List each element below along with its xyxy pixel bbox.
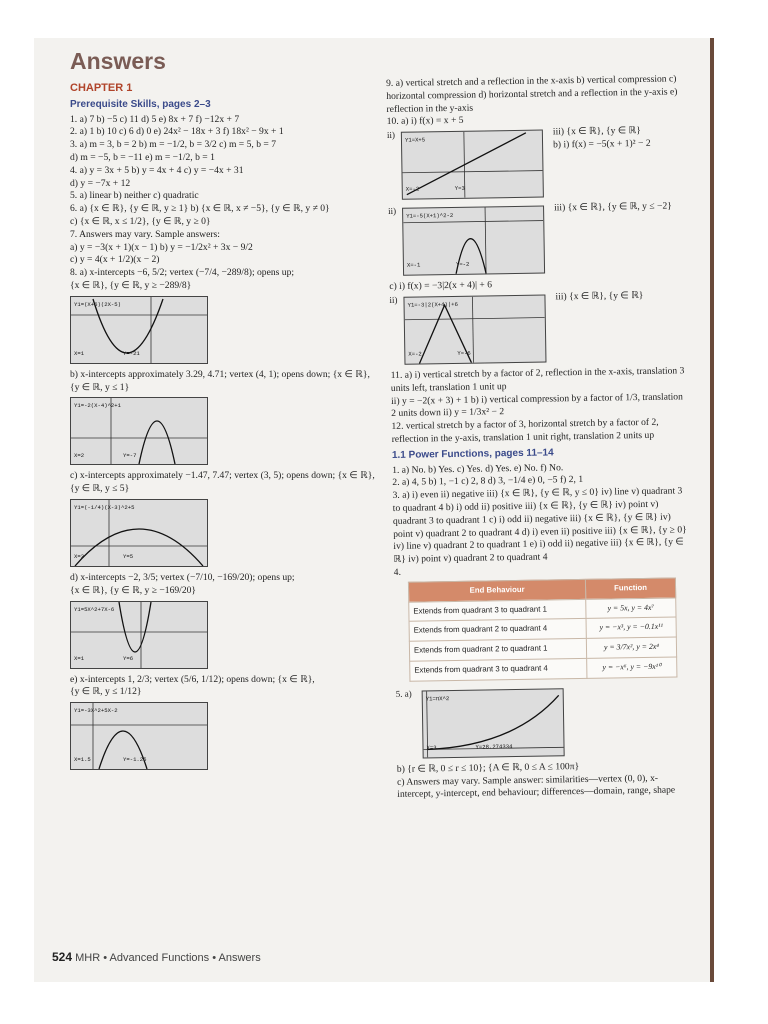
sub-label: ii)	[388, 206, 397, 217]
calc-x-readout: X=1	[74, 349, 85, 357]
calc-x-readout: X=1.5	[74, 756, 91, 764]
table-row	[410, 657, 677, 681]
calc-equation: Y1=(-1/4)(X-3)^2+5	[74, 503, 135, 511]
answer-line: 1. a) 7 b) −5 c) 11 d) 5 e) 8x + 7 f) −12x + 7	[70, 113, 240, 125]
answer-1-1-q4-label: 4.	[393, 566, 402, 578]
calculator-screen-8b	[70, 397, 208, 465]
answer-10c: c) i) f(x) = −3|2(x + 4)| + 6	[389, 279, 493, 293]
answer-line: 7. Answers may vary. Sample answers:	[70, 228, 220, 240]
chapter-heading: CHAPTER 1	[70, 82, 133, 94]
table-cell: y = −x³, y = −0.1x¹¹	[586, 617, 676, 638]
calc-equation: Y1=-3X^2+5X-2	[74, 707, 118, 715]
calc-x-readout: X=2	[74, 451, 85, 459]
answer-8d-line2: {x ∈ ℝ}, {y ∈ ℝ, y ≥ −169/20}	[70, 584, 197, 596]
calc-x-readout: X=1	[74, 654, 85, 662]
answer-line: 5. a) linear b) neither c) quadratic	[70, 190, 199, 202]
calculator-screen-10b	[402, 206, 545, 276]
side-text	[543, 125, 651, 152]
calc-x-readout: X=3	[74, 553, 85, 561]
answer-line: 8. a) x-intercepts −6, 5/2; vertex (−7/4, −289/8); opens up;	[70, 267, 295, 279]
calc-equation: Y1=(X+6)(2X-5)	[74, 300, 121, 308]
table-cell: y = −x⁶, y = −9x¹⁰	[587, 657, 677, 678]
answer-8e-line1: e) x-intercepts 1, 2/3; vertex (5/6, 1/12); opens down; {x ∈ ℝ},	[70, 673, 315, 685]
answer-10b-graph-row	[388, 201, 685, 282]
answer-line: d) y = −7x + 12	[70, 177, 131, 189]
prereq-heading: Prerequisite Skills, pages 2–3	[70, 98, 211, 110]
calc-y-readout: Y=-1.25	[123, 756, 147, 764]
calc-x-readout: X=-2	[408, 350, 422, 358]
calc-y-readout: Y=3	[454, 185, 465, 193]
answer-5a-graph-row	[396, 683, 693, 764]
answer-line: c) {x ∈ ℝ, x ≤ 1/2}, {y ∈ ℝ, y ≥ 0}	[70, 215, 211, 227]
calculator-screen-8c	[70, 499, 208, 567]
calc-x-readout: X=-2	[405, 185, 420, 194]
answer-10b-i: b) i) f(x) = −5(x + 1)² − 2	[552, 137, 651, 151]
sub-label: ii)	[389, 294, 398, 305]
answer-8d-line1: d) x-intercepts −2, 3/5; vertex (−7/10, −169/20); opens up;	[70, 571, 295, 583]
answer-line: d) m = −5, b = −11 e) m = −1/2, b = 1	[70, 151, 215, 163]
answer-line: a) y = −3(x + 1)(x − 1) b) y = −1/2x² + 3x − 9/2	[70, 241, 253, 253]
answer-9: 9. a) vertical stretch and a reflection in the x-axis b) vertical compression c) horizontal compression d) horizontal stretch and a reflection in the y-axis e) reflection in the y-axis	[386, 73, 678, 115]
answer-10b-iii: iii) {x ∈ ℝ}, {y ∈ ℝ, y ≤ −2}	[553, 200, 672, 214]
answer-11a: 11. a) i) vertical stretch by a factor of 2, reflection in the x-axis, translation 3 units left, translation 1 unit up	[390, 365, 685, 394]
page-title: Answers	[70, 48, 166, 74]
sub-label: ii)	[386, 130, 395, 141]
answer-line: 3. a) m = 3, b = 2 b) m = −1/2, b = 3/2 c) m = 5, b = 7	[70, 139, 277, 151]
answer-10a-graph-row	[387, 125, 684, 206]
calculator-screen-8e	[70, 702, 208, 770]
answer-8c: c) x-intercepts approximately −1.47, 7.47; vertex (3, 5); opens down; {x ∈ ℝ}, {y ∈ ℝ, y ≤ 5}	[70, 470, 375, 495]
calc-y-readout: Y=-6	[457, 349, 471, 358]
calc-equation: Y1=πX^2	[425, 694, 450, 703]
answer-10c-graph-row	[389, 289, 686, 370]
calc-y-readout: Y=6	[123, 654, 134, 662]
answer-12: 12. vertical stretch by a factor of 3, horizontal stretch by a factor of 2, reflection in the y-axis, translation 1 unit right, translation 2 units up	[391, 416, 659, 445]
answer-line: {x ∈ ℝ}, {y ∈ ℝ, y ≥ −289/8}	[70, 279, 192, 291]
table-cell: Extends from quadrant 3 to quadrant 4	[410, 658, 587, 681]
table-cell: Extends from quadrant 3 to quadrant 1	[409, 599, 586, 622]
answer-8e-line2: {y ∈ ℝ, y ≤ 1/12}	[70, 686, 142, 698]
textbook-page	[34, 38, 714, 982]
footer-text: MHR • Advanced Functions • Answers	[75, 952, 261, 964]
answer-5b: b) {r ∈ ℝ, 0 ≤ r ≤ 10}; {A ∈ ℝ, 0 ≤ A ≤ 100π}	[396, 760, 580, 775]
answer-10a: 10. a) i) f(x) = x + 5	[386, 115, 464, 128]
page-footer	[52, 950, 261, 964]
answer-11b: ii) y = −2(x + 3) + 1 b) i) vertical compression by a factor of 1/3, translation 2 units down ii) y = 1/3x² − 2	[390, 390, 683, 420]
answer-line: 4. a) y = 3x + 5 b) y = 4x + 4 c) y = −4x + 31	[70, 164, 244, 176]
calc-x-readout: X=-1	[406, 261, 421, 270]
end-behaviour-table	[408, 577, 678, 681]
left-column	[70, 80, 375, 775]
answer-8b: b) x-intercepts approximately 3.29, 4.71; vertex (4, 1); opens down; {x ∈ ℝ}, {y ∈ ℝ, y ≤ 1}	[70, 368, 370, 393]
answer-10a-iii: iii) {x ∈ ℝ}, {y ∈ ℝ}	[552, 125, 641, 138]
calculator-screen-10c	[403, 295, 546, 365]
calculator-screen-10a	[401, 130, 544, 200]
table-cell: Extends from quadrant 2 to quadrant 4	[409, 619, 586, 642]
calc-y-readout: Y=-7	[123, 451, 137, 459]
side-text	[544, 201, 672, 216]
column-header: End Behaviour	[408, 579, 585, 602]
page-number: 524	[52, 950, 73, 964]
answer-5c: c) Answers may vary. Sample answer: similarities—vertex (0, 0), x-intercept, y-intercept, end behaviour; differences—domain, range, shape	[396, 772, 676, 801]
calc-equation: Y1=5X^2+7X-6	[74, 605, 115, 613]
answer-line: c) y = 4(x + 1/2)(x − 2)	[70, 254, 160, 266]
answer-1-1-q1: 1. a) No. b) Yes. c) Yes. d) Yes. e) No. f) No.	[392, 461, 564, 476]
answer-line: 2. a) 1 b) 10 c) 6 d) 0 e) 24x² − 18x + 3 f) 18x² − 9x + 1	[70, 126, 284, 138]
calculator-screen-8d	[70, 601, 208, 669]
calc-x-readout: X=3	[426, 744, 437, 752]
calculator-screen-5a	[422, 688, 565, 758]
calc-equation: Y1=X+5	[404, 136, 426, 144]
sub-label: 5. a)	[395, 688, 412, 699]
answer-line: 6. a) {x ∈ ℝ}, {y ∈ ℝ, y ≥ 1} b) {x ∈ ℝ, x ≠ −5}, {y ∈ ℝ, y ≠ 0}	[70, 203, 330, 215]
calc-y-readout: Y=28.274334	[475, 743, 513, 751]
calc-equation: Y1=-5(X+1)^2-2	[406, 212, 454, 220]
right-column	[386, 73, 693, 802]
answer-10c-iii: iii) {x ∈ ℝ}, {y ∈ ℝ}	[555, 289, 644, 303]
table-cell: y = 5x, y = 4x⁷	[586, 598, 676, 619]
calc-y-readout: Y=5	[123, 553, 134, 561]
table-cell: y = 3/7x², y = 2x⁴	[586, 637, 676, 658]
section-heading-1-1: 1.1 Power Functions, pages 11–14	[391, 447, 554, 461]
calc-equation: Y1=-3|2(X+4)|+6	[407, 300, 458, 309]
calc-y-readout: Y=-2	[455, 261, 470, 269]
table-cell: Extends from quadrant 2 to quadrant 1	[409, 639, 586, 662]
answer-1-1-q2: 2. a) 4, 5 b) 1, −1 c) 2, 8 d) 3, −1/4 e) 0, −5 f) 2, 1	[392, 474, 584, 489]
calc-equation: Y1=-2(X-4)^2+1	[74, 402, 121, 410]
side-text	[545, 290, 643, 304]
answer-1-1-q3: 3. a) i) even ii) negative iii) {x ∈ ℝ}, {y ∈ ℝ, y ≤ 0} iv) line v) quadrant 3 to quadrant 4 b) i) odd ii) positive iii) {x ∈ ℝ}, {y ∈ ℝ} iv) point v) quadrant 3 to quadrant 1 c) i) odd ii) negative iii) {x ∈ ℝ}, {y ∈ ℝ} iv) point v) quadrant 2 to quadrant 4 d) i) even ii) positive iii) {x ∈ ℝ}, {y ≥ 0} iv) line v) quadrant 2 to quadrant 1 e) i) odd ii) negative iii) {x ∈ ℝ}, {y ∈ ℝ} iv) point v) quadrant 2 to quadrant 4	[392, 485, 687, 566]
calculator-screen-8a	[70, 296, 208, 364]
column-header: Function	[585, 578, 675, 599]
calc-y-readout: Y=-21	[123, 349, 140, 357]
